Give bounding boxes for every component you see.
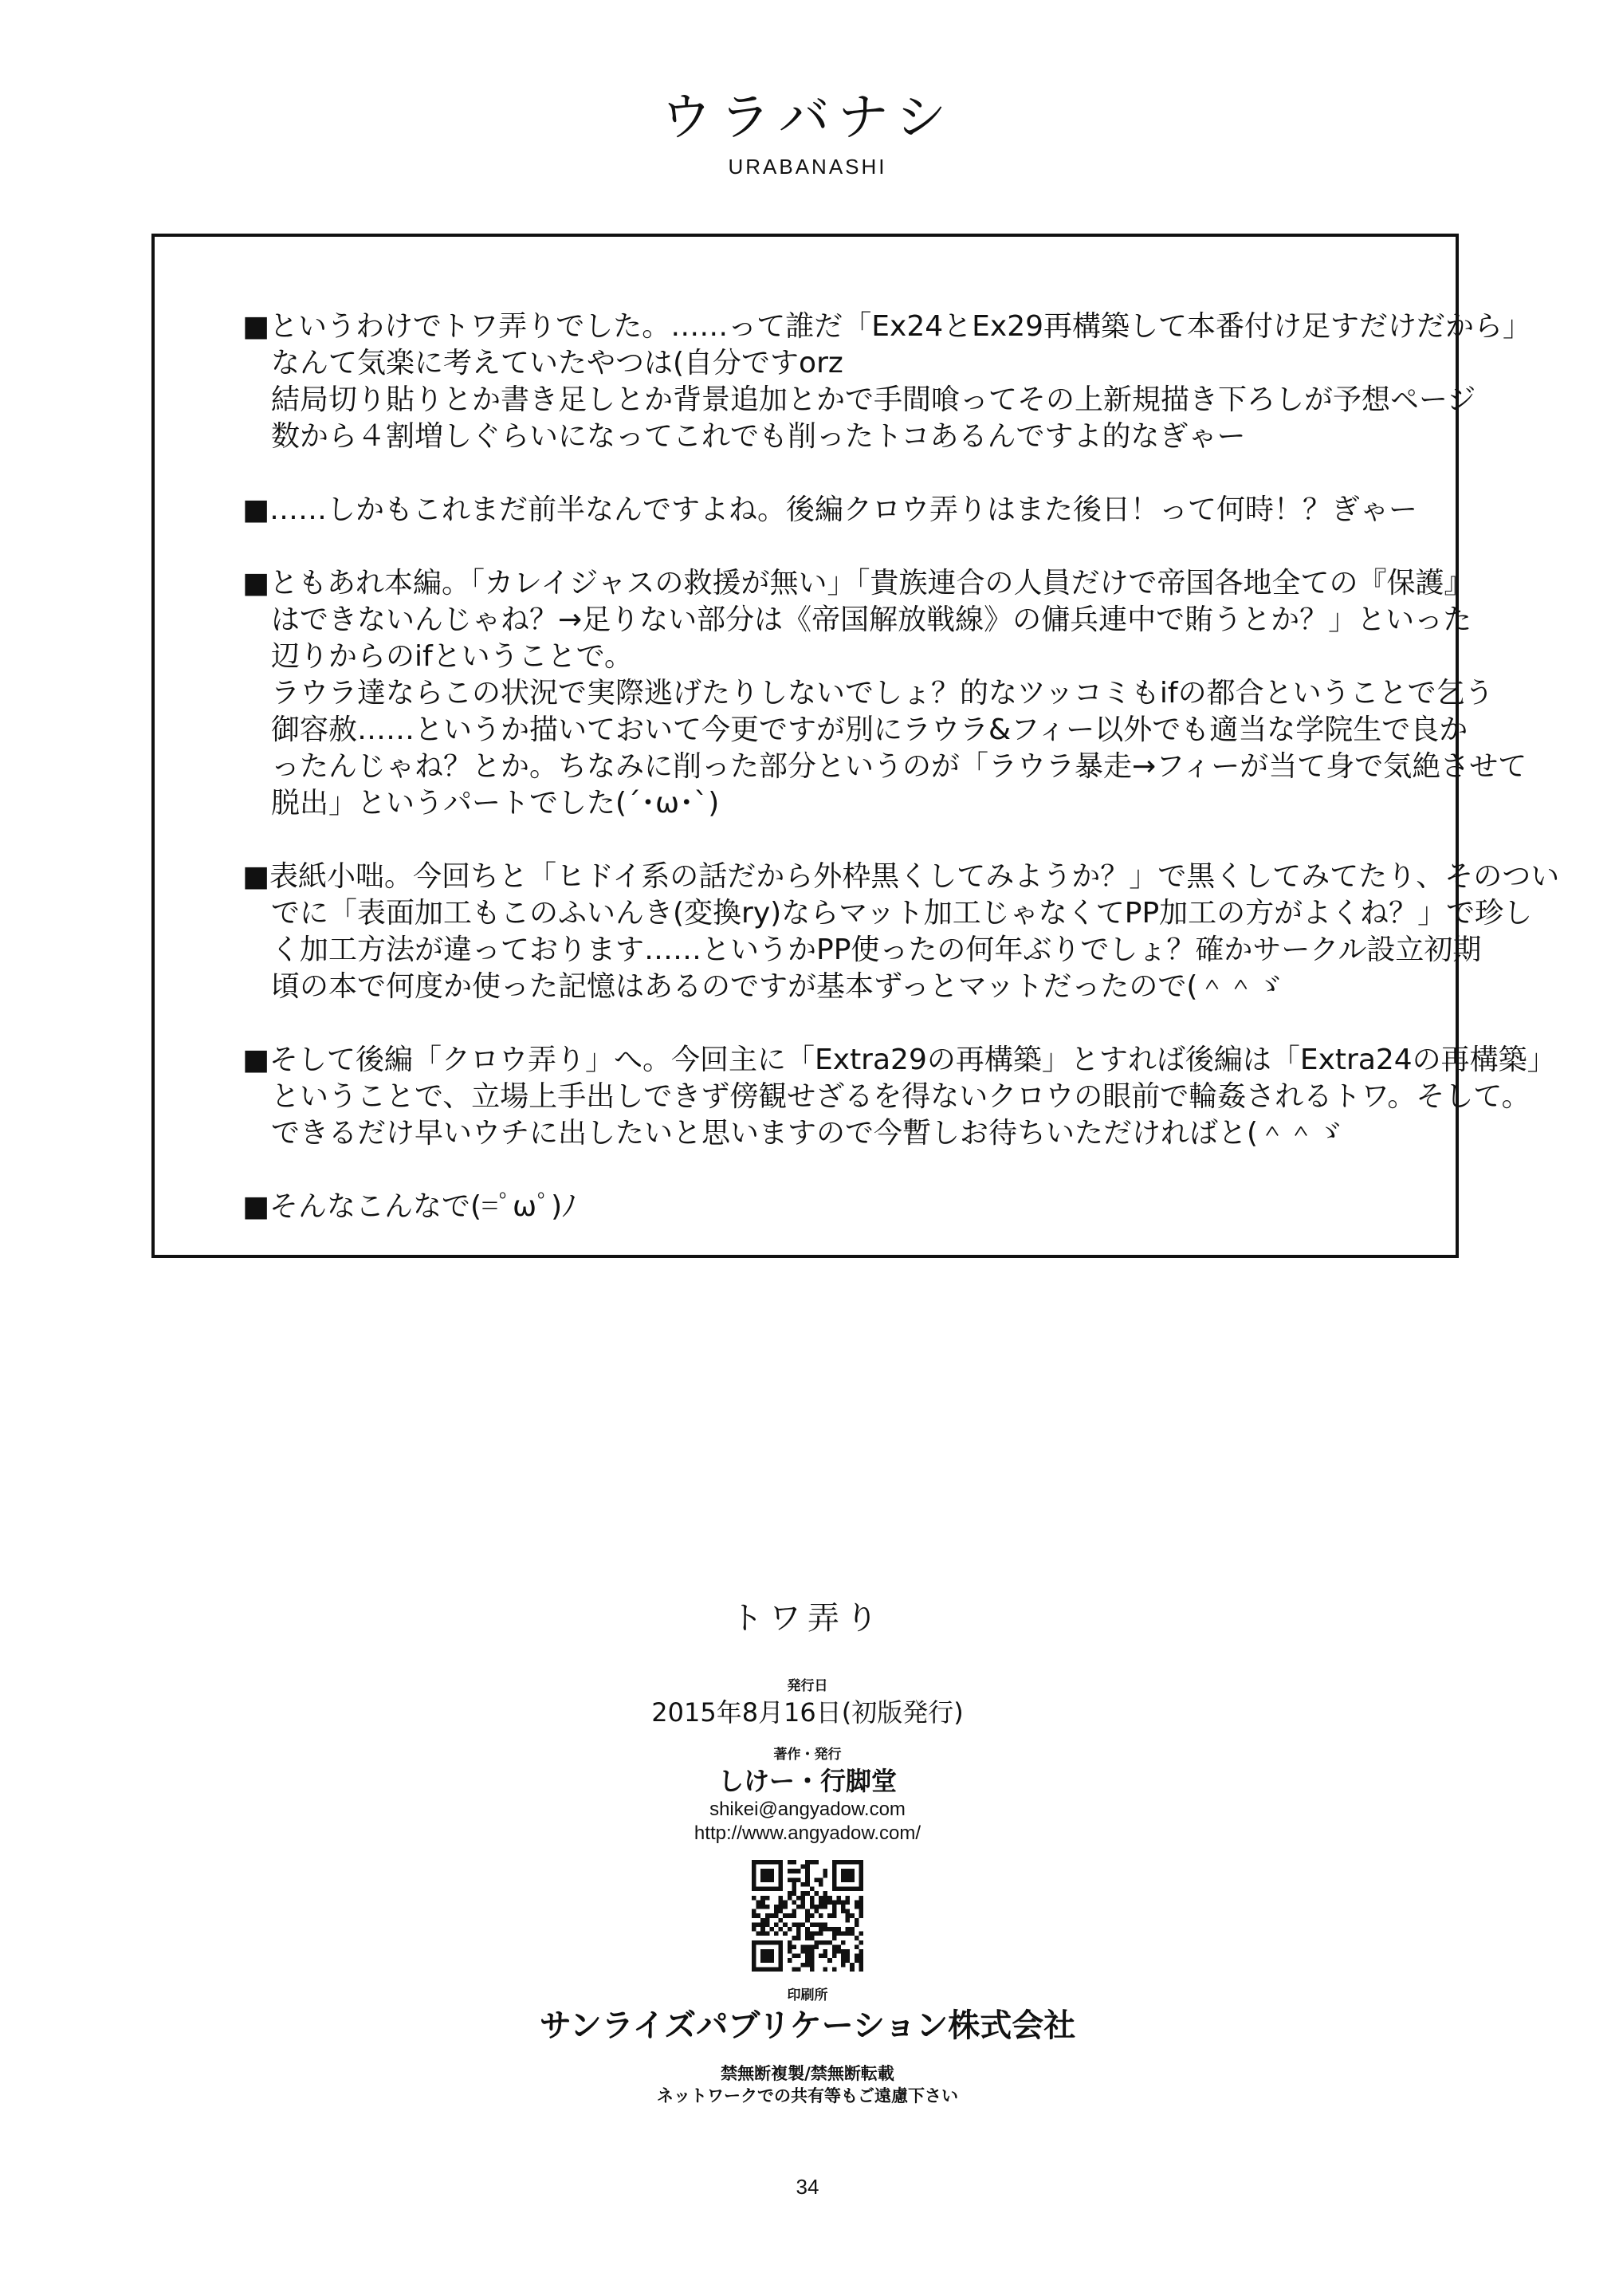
- page-number: 34: [796, 2175, 819, 2199]
- qr-code-icon: [752, 1860, 863, 1972]
- note-2: [242, 492, 1418, 529]
- note-4: [242, 859, 1560, 1005]
- note-line: 数から４割増しぐらいになってこれでも削ったトコあるんですよ的なぎゃー: [271, 420, 1246, 453]
- note-line: 結局切り貼りとか書き足しとか背景追加とかで手間喰ってその上新規描き下ろしが予想ページ: [271, 383, 1476, 416]
- note-3: [242, 565, 1527, 822]
- note-line: く加工方法が違っております……というかPP使ったの何年ぶりでしょ？確かサークル設立初期: [271, 934, 1482, 966]
- note-line: ラウラ達ならこの状況で実際逃げたりしないでしょ？的なツッコミもifの都合ということで乞う: [271, 677, 1494, 710]
- note-line: ■そんなこんなで(=ﾟωﾟ)ﾉ: [242, 1190, 577, 1223]
- page-heading: [0, 86, 1615, 180]
- note-6: [242, 1189, 1406, 1225]
- note-line: 脱出」というパートでした(´･ω･`): [271, 787, 720, 820]
- issue-date: 2015年8月16日(初版発行): [651, 1697, 964, 1728]
- colophon: [0, 1598, 1615, 2107]
- note-line: ■……しかもこれまだ前半なんですよね。後編クロウ弄りはまた後日！って何時！？ぎゃー: [242, 493, 1418, 526]
- note-line: 辺りからのifということで。: [271, 640, 633, 673]
- note-line: ったんじゃね？とか。ちなみに削った部分というのが「ラウラ暴走→フィーが当て身で気絶させて: [271, 750, 1527, 783]
- printer-label: 印刷所: [787, 1987, 828, 2003]
- author-email: shikei@angyadow.com: [709, 1799, 906, 1820]
- note-line: 御容赦……というか描いておいて今更ですが別にラウラ&フィー以外でも適当な学院生で良か: [271, 714, 1468, 746]
- heading-subtitle: URABANASHI: [728, 155, 887, 179]
- note-line: ■というわけでトワ弄りでした。……って誰だ「Ex24とEx29再構築して本番付け足すだけだから」: [242, 310, 1532, 343]
- note-line: できるだけ早いウチに出したいと思いますので今暫しお待ちいただければと(＾＾ゞ: [271, 1117, 1345, 1150]
- issue-date-label: 発行日: [787, 1678, 828, 1694]
- note-line: ■そして後編「クロウ弄り」へ。今回主に「Extra29の再構築」とすれば後編は「Extra24の再構築」: [242, 1044, 1556, 1076]
- author-label: 著作・発行: [773, 1747, 842, 1763]
- share-notice: ネットワークでの共有等もご遠慮下さい: [657, 2086, 958, 2105]
- afterword-notes: [242, 309, 1560, 1262]
- printer-name: サンライズパブリケーション株式会社: [539, 2007, 1076, 2044]
- note-1: [242, 309, 1532, 455]
- note-line: ということで、立場上手出しできず傍観せざるを得ないクロウの眼前で輪姦されるトワ。そして。: [271, 1080, 1531, 1113]
- note-line: ■ともあれ本編。「カレイジャスの救援が無い」「貴族連合の人員だけで帝国各地全ての『保護』: [242, 567, 1473, 600]
- book-title: トワ弄り: [731, 1600, 884, 1637]
- note-line: なんて気楽に考えていたやつは(自分ですorz: [271, 347, 843, 379]
- note-line: はできないんじゃね？→足りない部分は《帝国解放戦線》の傭兵連中で賄うとか？」といった: [271, 603, 1472, 636]
- copy-notice: 禁無断複製/禁無断転載: [721, 2064, 894, 2083]
- note-5: [242, 1042, 1556, 1152]
- heading-title: ウラバナシ: [660, 88, 955, 147]
- note-line: ■表紙小咄。今回ちと「ヒドイ系の話だから外枠黒くしてみようか？」で黒くしてみてたり、そのつい: [242, 860, 1560, 893]
- note-line: 頃の本で何度か使った記憶はあるのですが基本ずっとマットだったので(＾＾ゞ: [271, 970, 1284, 1003]
- afterword-box: [151, 234, 1560, 1258]
- note-line: でに「表面加工もこのふいんき(変換ry)ならマット加工じゃなくてPP加工の方がよくね？」で珍し: [271, 897, 1533, 930]
- author-name: しけー・行脚堂: [717, 1766, 897, 1796]
- author-website: http://www.angyadow.com/: [694, 1822, 921, 1844]
